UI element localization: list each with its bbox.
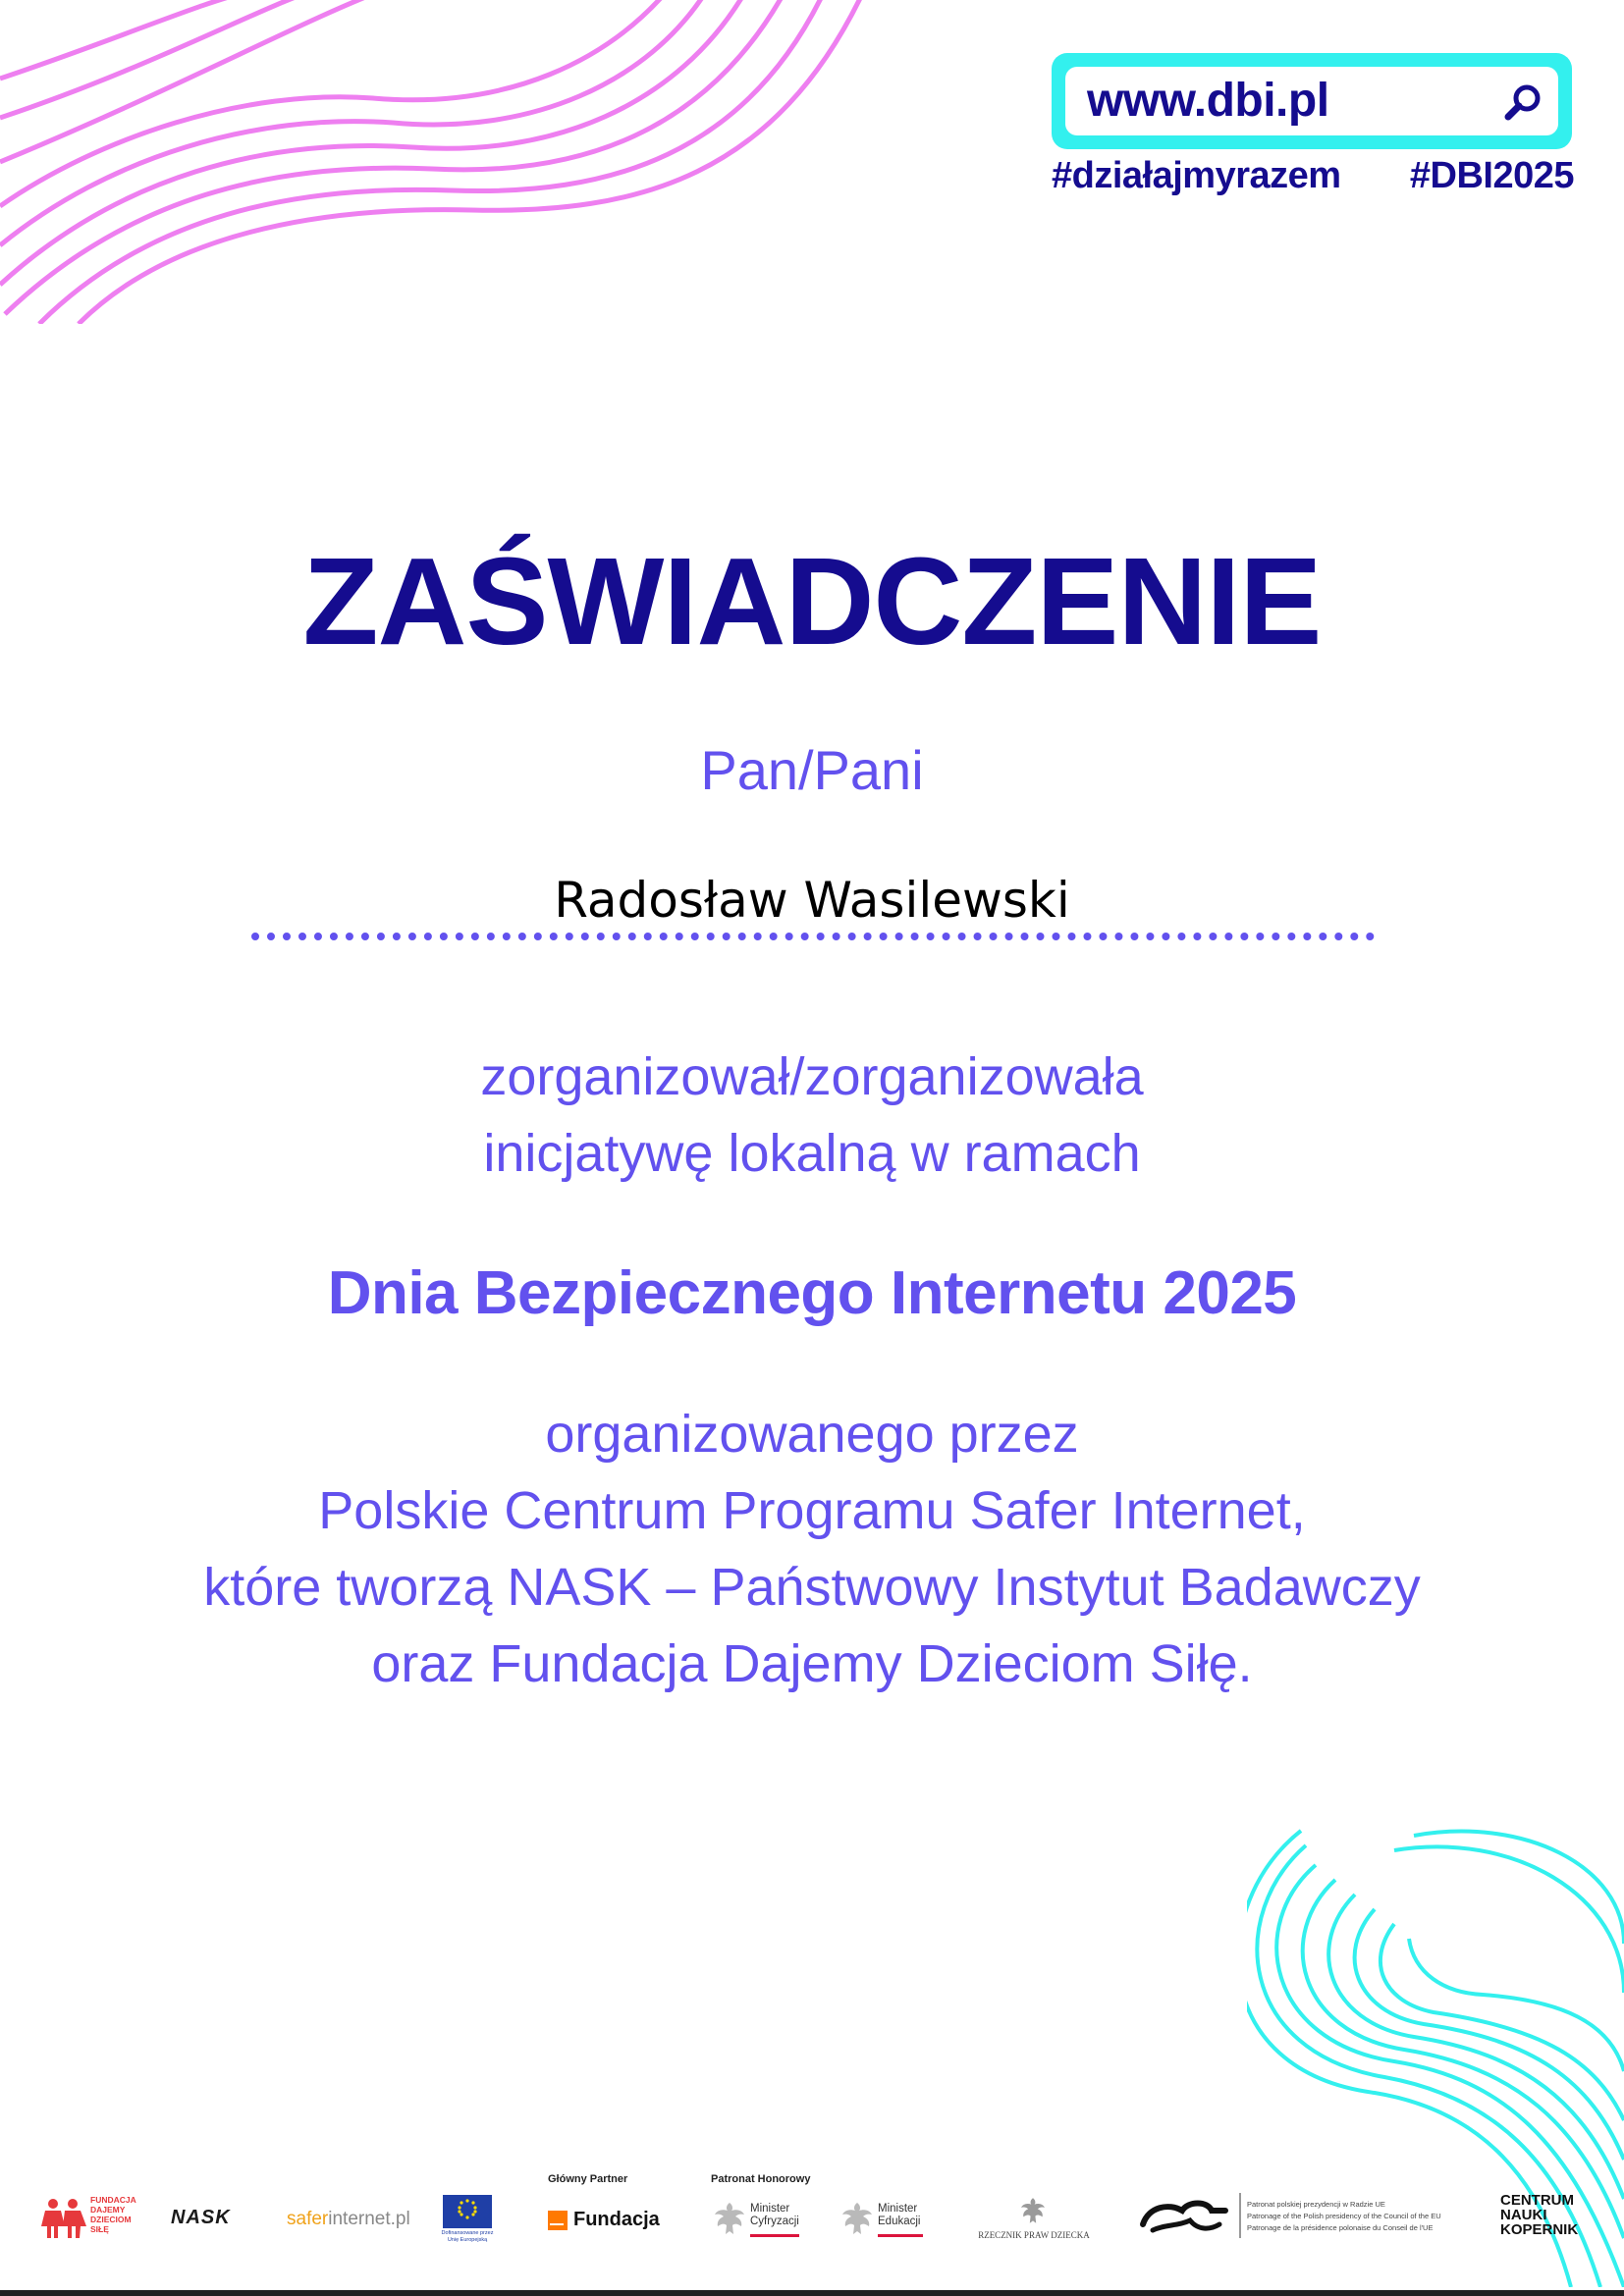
organizers-line-3: które tworzą NASK – Państwowy Instytut Badawczy xyxy=(203,1558,1421,1617)
eu-flag-icon xyxy=(443,2195,492,2228)
organizers-text xyxy=(0,1396,1624,1702)
minister-2-line-2: Edukacji xyxy=(878,2216,921,2227)
presidency-line-2: Patronage of the Polish presidency of the Council of the EU xyxy=(1247,2212,1441,2220)
saferinternet-logo xyxy=(287,2209,410,2230)
fundacja-logo xyxy=(548,2209,666,2232)
presidency-mark-icon xyxy=(1139,2197,1229,2236)
eagle-emblem-icon xyxy=(1019,2195,1047,2226)
saferinternet-prefix: safer xyxy=(287,2209,329,2229)
fundacja-text: Fundacja xyxy=(573,2209,660,2230)
organizers-line-4: oraz Fundacja Dajemy Dzieciom Siłę. xyxy=(371,1634,1253,1693)
nask-logo: NASK xyxy=(171,2207,231,2228)
url-text: www.dbi.pl xyxy=(1065,67,1537,135)
children-icon xyxy=(41,2197,86,2238)
minister-2-underline xyxy=(878,2234,923,2237)
salutation: Pan/Pani xyxy=(700,739,924,801)
honorary-patronage-label: Patronat Honorowy xyxy=(711,2173,811,2185)
organized-line-2: inicjatywę lokalną w ramach xyxy=(483,1124,1141,1183)
recipient-name: Radosław Wasilewski xyxy=(554,872,1070,929)
fdds-line-4: SIŁĘ xyxy=(90,2224,109,2234)
orange-square-bar xyxy=(550,2223,564,2225)
event-name: Dnia Bezpiecznego Internetu 2025 xyxy=(327,1259,1297,1327)
eu-logo xyxy=(438,2195,497,2244)
pink-wave-decoration xyxy=(0,0,903,324)
fdds-logo xyxy=(41,2195,139,2240)
fdds-line-3: DZIECIOM xyxy=(90,2215,132,2224)
eu-caption-2: Unię Europejską xyxy=(447,2237,488,2243)
fdds-line-1: FUNDACJA xyxy=(90,2195,136,2205)
kopernik-line-2: NAUKI xyxy=(1500,2207,1547,2223)
organized-text xyxy=(0,1039,1624,1192)
minister-cyfryzacji-logo xyxy=(713,2199,811,2244)
eu-presidency-logo xyxy=(1139,2193,1463,2242)
rpd-logo xyxy=(970,2195,1098,2244)
minister-1-line-2: Cyfryzacji xyxy=(750,2216,799,2227)
minister-1-underline xyxy=(750,2234,799,2237)
organized-line-1: zorganizował/zorganizowała xyxy=(480,1047,1144,1106)
eu-caption-1: Dofinansowane przez xyxy=(441,2230,494,2236)
fdds-line-2: DAJEMY xyxy=(90,2205,126,2215)
orange-square-icon xyxy=(548,2211,568,2230)
search-button[interactable] xyxy=(1488,67,1558,135)
hashtag-dzialajmyrazem: #działajmyrazem xyxy=(1052,155,1341,196)
saferinternet-suffix: internet.pl xyxy=(328,2209,410,2229)
url-bar[interactable] xyxy=(1052,53,1572,149)
minister-1-line-1: Minister xyxy=(750,2203,790,2215)
name-dotted-line xyxy=(251,933,1375,940)
kopernik-line-1: CENTRUM xyxy=(1500,2192,1574,2209)
organizers-line-2: Polskie Centrum Programu Safer Internet, xyxy=(318,1481,1306,1540)
eagle-emblem-icon xyxy=(713,2199,746,2238)
kopernik-logo xyxy=(1500,2193,1578,2237)
rpd-text: RZECZNIK PRAW DZIECKA xyxy=(978,2230,1090,2240)
presidency-line-3: Patronage de la présidence polonaise du Conseil de l'UE xyxy=(1247,2223,1434,2232)
organizers-line-1: organizowanego przez xyxy=(545,1405,1079,1464)
eagle-emblem-icon xyxy=(840,2199,874,2238)
minister-edukacji-logo xyxy=(840,2199,939,2244)
minister-2-line-1: Minister xyxy=(878,2203,918,2215)
search-icon xyxy=(1488,67,1558,135)
page-bottom-edge xyxy=(0,2290,1624,2296)
hashtags xyxy=(1052,155,1574,197)
presidency-divider xyxy=(1239,2193,1241,2238)
certificate-title: ZAŚWIADCZENIE xyxy=(302,532,1322,670)
main-partner-label: Główny Partner xyxy=(548,2173,628,2185)
presidency-line-1: Patronat polskiej prezydencji w Radzie UE xyxy=(1247,2200,1385,2209)
kopernik-line-3: KOPERNIK xyxy=(1500,2221,1579,2238)
hashtag-dbi2025: #DBI2025 xyxy=(1409,155,1574,196)
